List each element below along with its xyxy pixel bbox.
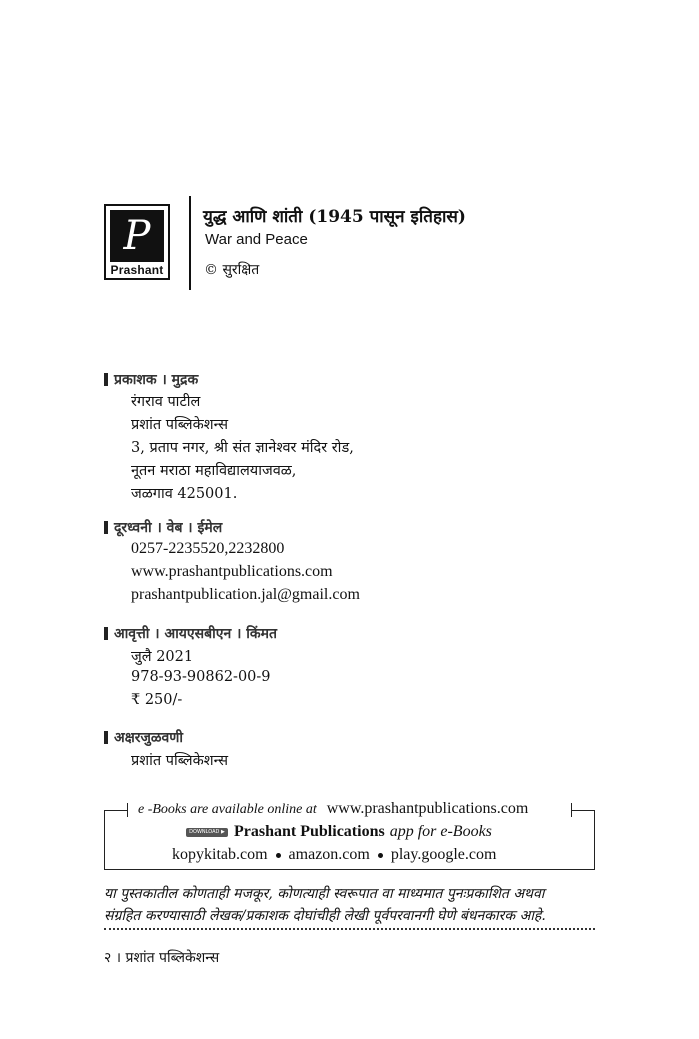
- section-bar: [104, 731, 108, 744]
- section-heading-contact: [104, 518, 222, 537]
- book-title-marathi: युद्ध आणि शांती (1945 पासून इतिहास): [203, 207, 466, 227]
- logo-text: Prashant: [110, 263, 164, 277]
- section-heading-text: अक्षरजुळवणी: [114, 730, 184, 746]
- section-bar: [104, 373, 108, 386]
- store-link[interactable]: amazon.com: [288, 846, 370, 863]
- ebook-app: [186, 823, 492, 841]
- publisher-line: प्रशांत पब्लिकेशन्स: [131, 417, 229, 433]
- typesetter: प्रशांत पब्लिकेशन्स: [131, 753, 229, 769]
- ebook-stores: [172, 846, 496, 864]
- section-heading-publisher: [104, 370, 198, 389]
- website-link[interactable]: www.prashantpublications.com: [131, 563, 333, 580]
- ebook-box-corner: [104, 810, 128, 811]
- divider: [189, 196, 191, 290]
- ebook-box-corner: [571, 810, 595, 811]
- bullet-icon: [276, 853, 281, 858]
- section-bar: [104, 627, 108, 640]
- rights-notice-line: या पुस्तकातील कोणताही मजकूर, कोणत्याही स्वरूपात वा माध्यमात पुनःप्रकाशित अथवा: [104, 886, 545, 902]
- ebook-box-tick: [571, 803, 572, 817]
- section-heading-text: प्रकाशक । मुद्रक: [114, 372, 199, 388]
- store-link[interactable]: play.google.com: [390, 846, 497, 863]
- publisher-logo: [104, 204, 170, 280]
- app-suffix: app for e-Books: [389, 823, 492, 840]
- logo-mark: P: [110, 210, 164, 262]
- ebook-url[interactable]: www.prashantpublications.com: [326, 800, 529, 817]
- email-link[interactable]: prashantpublication.jal@gmail.com: [131, 586, 360, 603]
- bullet-icon: [378, 853, 383, 858]
- app-name: Prashant Publications: [234, 823, 385, 840]
- book-title-english: War and Peace: [205, 231, 308, 248]
- download-badge-icon[interactable]: DOWNLOAD ▶: [186, 828, 228, 837]
- section-heading-text: दूरध्वनी । वेब । ईमेल: [114, 520, 223, 536]
- price: ₹ 250/-: [131, 692, 183, 708]
- ebook-box-tick: [127, 803, 128, 817]
- publisher-line: नूतन मराठा महाविद्यालयाजवळ,: [131, 463, 297, 479]
- isbn: 978-93-90862-00-9: [131, 669, 271, 685]
- publisher-line: 3, प्रताप नगर, श्री संत ज्ञानेश्वर मंदिर रोड,: [131, 440, 354, 456]
- publisher-line: जळगाव 425001.: [131, 486, 238, 502]
- copyright-notice: © सुरक्षित: [204, 262, 260, 278]
- section-bar: [104, 521, 108, 534]
- publisher-line: रंगराव पाटील: [131, 394, 201, 410]
- dotted-divider: [104, 928, 595, 930]
- page-footer: २ । प्रशांत पब्लिकेशन्स: [104, 950, 220, 966]
- section-heading-typesetting: [104, 728, 183, 747]
- store-link[interactable]: kopykitab.com: [172, 846, 268, 863]
- section-heading-text: आवृत्ती । आयएसबीएन । किंमत: [114, 626, 277, 642]
- rights-notice-line: संग्रहित करण्यासाठी लेखक/प्रकाशक दोघांचीही लेखी पूर्वपरवानगी घेणे बंधनकारक आहे.: [104, 908, 546, 924]
- phone-numbers: 0257-2235520,2232800: [131, 540, 285, 557]
- edition-date: जुलै 2021: [131, 649, 194, 665]
- ebook-intro: e -Books are available online at: [138, 802, 317, 817]
- section-heading-edition: [104, 624, 277, 643]
- ebook-availability: [138, 800, 528, 818]
